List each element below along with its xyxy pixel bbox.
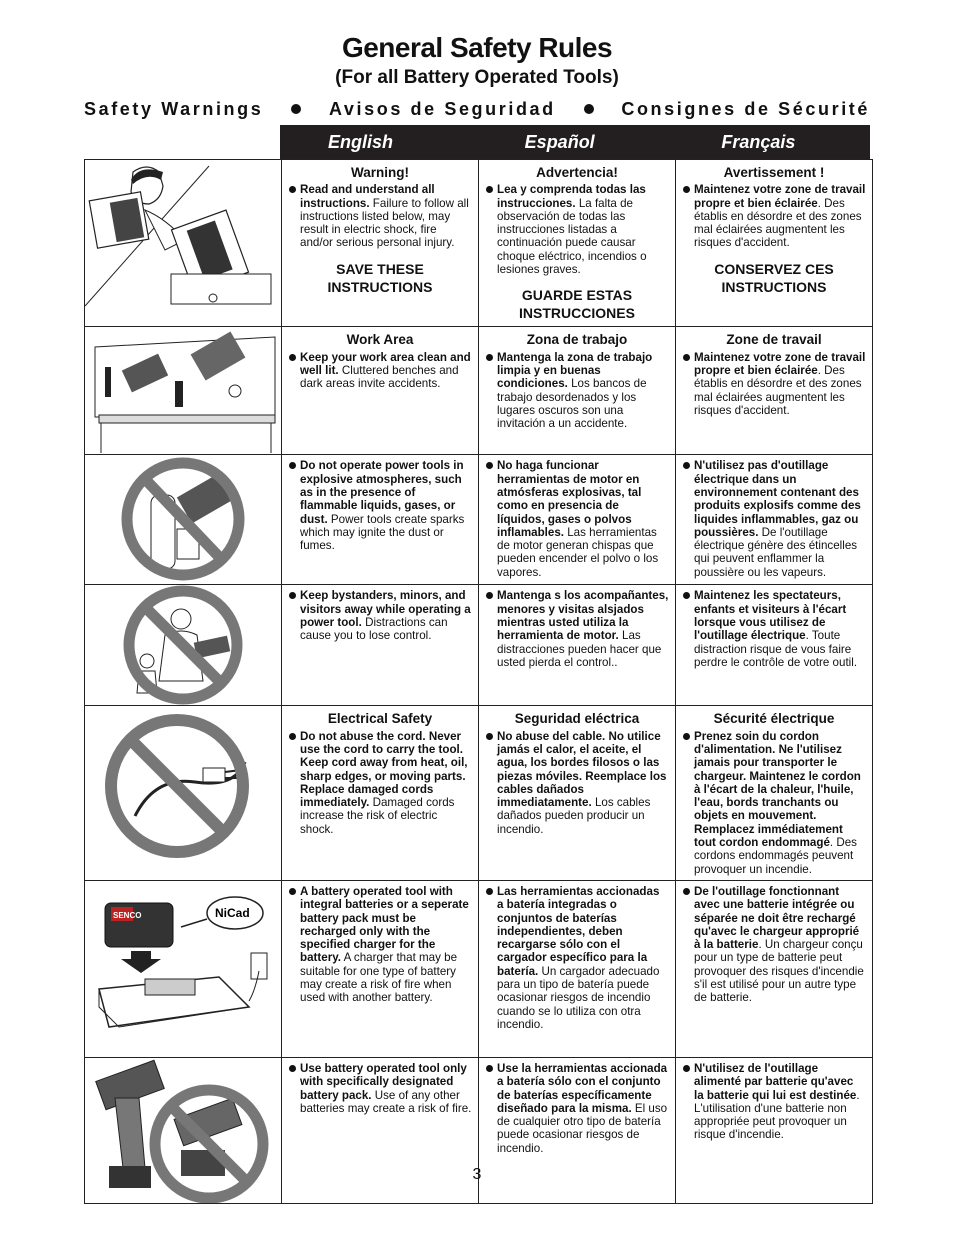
lang-espanol: Español	[524, 132, 595, 152]
safety-warnings-bar	[84, 97, 870, 121]
save-instructions: GUARDE ESTAS INSTRUCCIONES	[519, 287, 635, 322]
rule-text: Keep your work area clean and well lit. Cluttered benches and dark areas invite accidents.	[288, 351, 472, 391]
lang-english: English	[328, 132, 394, 152]
section-heading: Zone de travail	[726, 332, 822, 348]
language-header	[280, 125, 870, 159]
spanish-cell	[479, 160, 676, 327]
rule-text: De l'outillage fonctionnant avec une batterie intégrée ou séparée ne doit être rechargé qu'avec le chargeur approprié à la batterie. Un chargeur conçu pour un type de batterie peut provoquer des risques d'incendie s'il est utilisé pour un autre type de batterie.	[682, 885, 866, 1005]
rule-text: Maintenez votre zone de travail propre et bien éclairée. Des établis en désordre et des zones mal éclairées augmentent les risques d'accident.	[682, 183, 866, 249]
english-cell	[282, 880, 479, 1057]
english-cell	[282, 706, 479, 881]
table-row	[85, 880, 873, 1057]
table-row	[85, 455, 873, 585]
section-heading: Sécurité électrique	[713, 711, 835, 727]
french-cell	[676, 160, 873, 327]
spanish-cell	[479, 880, 676, 1057]
rule-text: Use battery operated tool only with specifically designated battery pack. Use of any other batteries may create a risk of fire.	[288, 1062, 472, 1115]
spanish-cell	[479, 327, 676, 455]
illustration-cell	[85, 160, 282, 327]
table-row	[85, 160, 873, 327]
section-heading: Avertissement !	[723, 165, 825, 180]
illustration-cell	[85, 706, 282, 881]
illustration-cell	[85, 585, 282, 706]
save-instructions: CONSERVEZ CES INSTRUCTIONS	[714, 260, 834, 295]
illustration-cell	[85, 327, 282, 455]
lang-francais: Français	[721, 132, 796, 152]
cord-abuse-prohibited-illustration	[85, 706, 281, 865]
rule-text: Do not abuse the cord. Never use the cord to carry the tool. Keep cord away from heat, oil, sharp edges, or moving parts. Replace damaged cords immediately. Damaged cords increase the risk of electric shock.	[288, 730, 472, 836]
french-cell	[676, 585, 873, 706]
rule-text: Use la herramientas accionada a batería sólo con el conjunto de baterías específicamente diseñado para la misma. El uso de cualquier otro tipo de batería puede ocasionar riesgos de incendio.	[485, 1062, 669, 1155]
rule-text: Keep bystanders, minors, and visitors away while operating a power tool. Distractions can cause you to lose control.	[288, 589, 472, 642]
reading-manual-illustration	[85, 160, 281, 308]
workbench-illustration	[85, 327, 281, 454]
section-heading: Electrical Safety	[327, 711, 433, 727]
rule-text: Lea y comprenda todas las instrucciones. La falta de observación de todas las instrucciones listadas a continuación puede causar choque eléctrico, incendios o lesiones graves.	[485, 183, 669, 276]
spanish-cell	[479, 585, 676, 706]
english-cell	[282, 455, 479, 585]
warning-label-es: Avisos de Seguridad	[328, 98, 556, 119]
section-heading: Seguridad eléctrica	[514, 711, 640, 727]
explosive-prohibited-illustration	[85, 455, 281, 584]
rule-text: No abuse del cable. No utilice jamás el calor, el aceite, el agua, los bordes filosos o las piezas móviles. Reemplace los cables dañados immediatamente. Los cables dañados pueden producir un incendio.	[485, 730, 669, 836]
table-row	[85, 706, 873, 881]
safety-rules-table	[84, 159, 873, 1204]
bullet-dot	[584, 104, 594, 114]
rule-text: Mantenga la zona de trabajo limpia y en buenas condiciones. Los bancos de trabajo desordenados y los lugares oscuros son una invitación a un accidente.	[485, 351, 669, 431]
battery-charger-illustration	[85, 881, 281, 1057]
rule-text: Read and understand all instructions. Failure to follow all instructions listed below, may result in electric shock, fire and/or serious personal injury.	[288, 183, 472, 249]
english-cell	[282, 160, 479, 327]
rule-text: Do not operate power tools in explosive atmospheres, such as in the presence of flammable liquids, gases, or dust. Power tools create sparks which may ignite the dust or fumes.	[288, 459, 472, 552]
french-cell	[676, 327, 873, 455]
table-row	[85, 585, 873, 706]
rule-text: N'utilisez de l'outillage alimenté par batterie qu'avec la batterie qui lui est destinée. L'utilisation d'une batterie non appropriée peut provoquer un risque d'incendie.	[682, 1062, 866, 1142]
french-cell	[676, 880, 873, 1057]
rule-text: Maintenez les spectateurs, enfants et visiteurs à l'écart lorsque vous utilisez de l'outillage électrique. Toute distraction risque de vous faire perdre le contrôle de votre outil.	[682, 589, 866, 669]
brand-label: SENCO	[113, 910, 142, 920]
rule-text: Mantenga s los acompañantes, menores y visitas alsjados mientras usted utiliza la herramienta de motor. Las distracciones pueden hacer que usted pierda el control..	[485, 589, 669, 669]
rule-text: N'utilisez pas d'outillage électrique dans un environnement contenant des produits explosifs comme des liquides inflammables, gaz ou poussières. De l'outillage électrique génère des étincelles qui peuvent enflammer la poussière ou les vapeurs.	[682, 459, 866, 579]
page-title: General Safety Rules	[341, 32, 613, 63]
section-heading: Warning!	[351, 165, 409, 180]
section-heading: Zona de trabajo	[526, 332, 628, 348]
bullet-dot	[291, 104, 301, 114]
rule-text: Maintenez votre zone de travail propre et bien éclairée. Des établis en désordre et des zones mal éclairées augmentent les risques d'accident.	[682, 351, 866, 417]
warning-label-fr: Consignes de Sécurité	[621, 98, 870, 119]
english-cell	[282, 327, 479, 455]
french-cell	[676, 706, 873, 881]
warning-label-en: Safety Warnings	[84, 98, 264, 119]
page-number: 3	[472, 1166, 482, 1183]
spanish-cell	[479, 455, 676, 585]
page-subtitle: (For all Battery Operated Tools)	[335, 67, 619, 88]
french-cell	[676, 455, 873, 585]
rule-text: A battery operated tool with integral batteries or a seperate battery pack must be recharged only with the specified charger for the battery. A charger that may be suitable for one type of battery may create a risk of fire when used with another battery.	[288, 885, 472, 1005]
rule-text: Prenez soin du cordon d'alimentation. Ne l'utilisez jamais pour transporter le chargeur. Maintenez le cordon à l'écart de la chaleur, l'huile, l'eau, bords tranchants ou objets en mouvement. Remplacez immédiatement tout cordon endommagé. Des cordons endommagés peuvent provoquer un incendie.	[682, 730, 866, 876]
table-row	[85, 327, 873, 455]
illustration-cell	[85, 880, 282, 1057]
illustration-cell	[85, 455, 282, 585]
section-heading: Advertencia!	[536, 165, 618, 180]
bystanders-prohibited-illustration	[85, 585, 281, 705]
rule-text: No haga funcionar herramientas de motor en atmósferas explosivas, tal como en presencia de líquidos, gases o polvos inflamables. Las herramientas de motor generan chispas que pueden encender el polvo o los vapores.	[485, 459, 669, 579]
save-instructions: SAVE THESE INSTRUCTIONS	[327, 260, 433, 295]
nicad-label: NiCad	[215, 905, 250, 920]
spanish-cell	[479, 706, 676, 881]
english-cell	[282, 585, 479, 706]
rule-text: Las herramientas accionadas a batería integradas o conjuntos de baterías independientes, deben recargarse sólo con el cargador específico para la batería. Un cargador adecuado para un tipo de batería puede ocasionar riesgos de incendio cuando se lo utiliza con otra incendio.	[485, 885, 669, 1031]
section-heading: Work Area	[346, 332, 414, 348]
